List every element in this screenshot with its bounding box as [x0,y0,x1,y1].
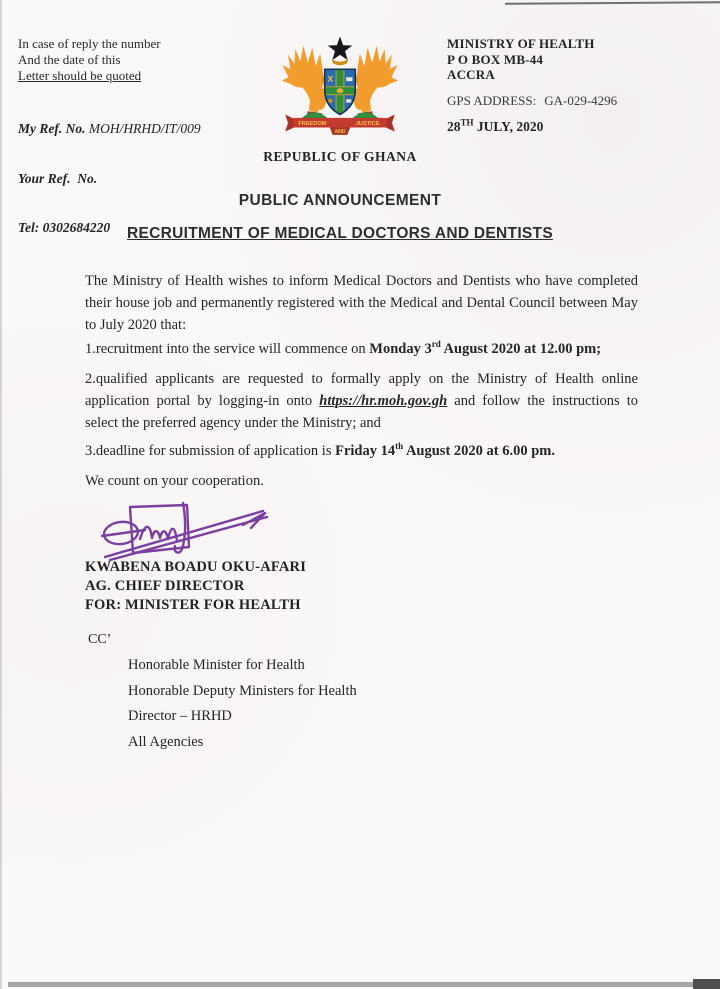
cc-item: All Agencies [128,733,204,750]
cc-item: Honorable Deputy Ministers for Health [128,682,357,699]
item2-text: 2.qualified applicants are requested to formally apply on the Ministry of Health online application portal by logging-in onto [85,371,638,409]
tel-line: Tel: 0302684220 [18,220,111,235]
ministry-address [447,36,595,83]
my-ref-value: MOH/HRHD/IT/009 [88,121,201,136]
ministry-city: ACCRA [447,67,495,82]
item2-text-end: and follow the instructions to select the preferred agency under the Ministry; and [85,393,639,431]
republic-of-ghana-caption: REPUBLIC OF GHANA [263,149,417,164]
item1-ordinal: rd [431,339,441,350]
gps-label: GPS ADDRESS: [447,93,537,108]
ministry-pobox: P O BOX MB-44 [447,51,544,67]
item3-bold-end: August 2020 at 6.00 pm. [403,443,555,459]
date-day: 28 [447,119,461,134]
signatory-title: AG. CHIEF DIRECTOR [85,578,245,594]
list-item-2 [85,368,638,434]
signatory-for: FOR: MINISTER FOR HEALTH [85,597,301,613]
cc-item: Director – HRHD [128,708,232,724]
item3-ordinal: th [395,441,404,452]
signatory-name: KWABENA BOADU OKU-AFARI [85,559,307,575]
intro-paragraph: The Ministry of Health wishes to inform Medical Doctors and Dentists who have completed their house job and permanently registered with the Medical and Dental Council between May to July 2020 that: [85,273,638,333]
scan-bottom-edge [8,982,698,987]
signature-ink [95,497,285,561]
list-item-3 [85,440,638,462]
portal-url: https://hr.moh.gov.gh [319,393,448,409]
list-item-1 [85,338,638,360]
reply-note [18,36,161,84]
cc-list [128,653,357,755]
date-ordinal: TH [460,117,474,128]
subject-title: RECRUITMENT OF MEDICAL DOCTORS AND DENTISTS [127,225,553,242]
item3-text: 3.deadline for submission of application is [85,443,336,459]
signatory-block [85,558,306,615]
motto-freedom: FREEDOM [298,120,327,127]
ministry-name: MINISTRY OF HEALTH [447,36,595,51]
my-ref-label: My Ref. No. [18,121,89,136]
gps-address-line [447,93,617,109]
public-announcement-title: PUBLIC ANNOUNCEMENT [238,192,442,209]
item1-bold-start: Monday 3 [369,341,432,357]
closing-line: We count on your cooperation. [85,473,264,489]
item3-bold-start: Friday 14 [335,443,396,459]
ghana-coat-of-arms-icon [275,32,405,145]
date-rest: JULY, 2020 [473,119,544,134]
motto-and: AND [334,129,346,136]
my-ref-line [18,121,201,138]
scan-left-edge [0,0,2,989]
reply-note-line3: Letter should be quoted [18,68,142,83]
item1-text: 1.recruitment into the service will commence on [85,341,370,357]
scan-corner-mark [693,979,720,989]
scan-top-edge [505,1,720,5]
cc-label: CC’ [88,632,112,647]
your-ref-line: Your Ref. No. [18,170,98,186]
reply-note-line1: In case of reply the number [18,36,161,51]
letter-date [447,119,543,135]
motto-justice: JUSTICE [355,120,380,127]
reply-note-line2: And the date of this [18,52,121,67]
cc-item: Honorable Minister for Health [128,657,305,673]
gps-value: GA-029-4296 [544,93,618,108]
item1-bold-end: August 2020 at 12.00 pm; [440,341,602,357]
